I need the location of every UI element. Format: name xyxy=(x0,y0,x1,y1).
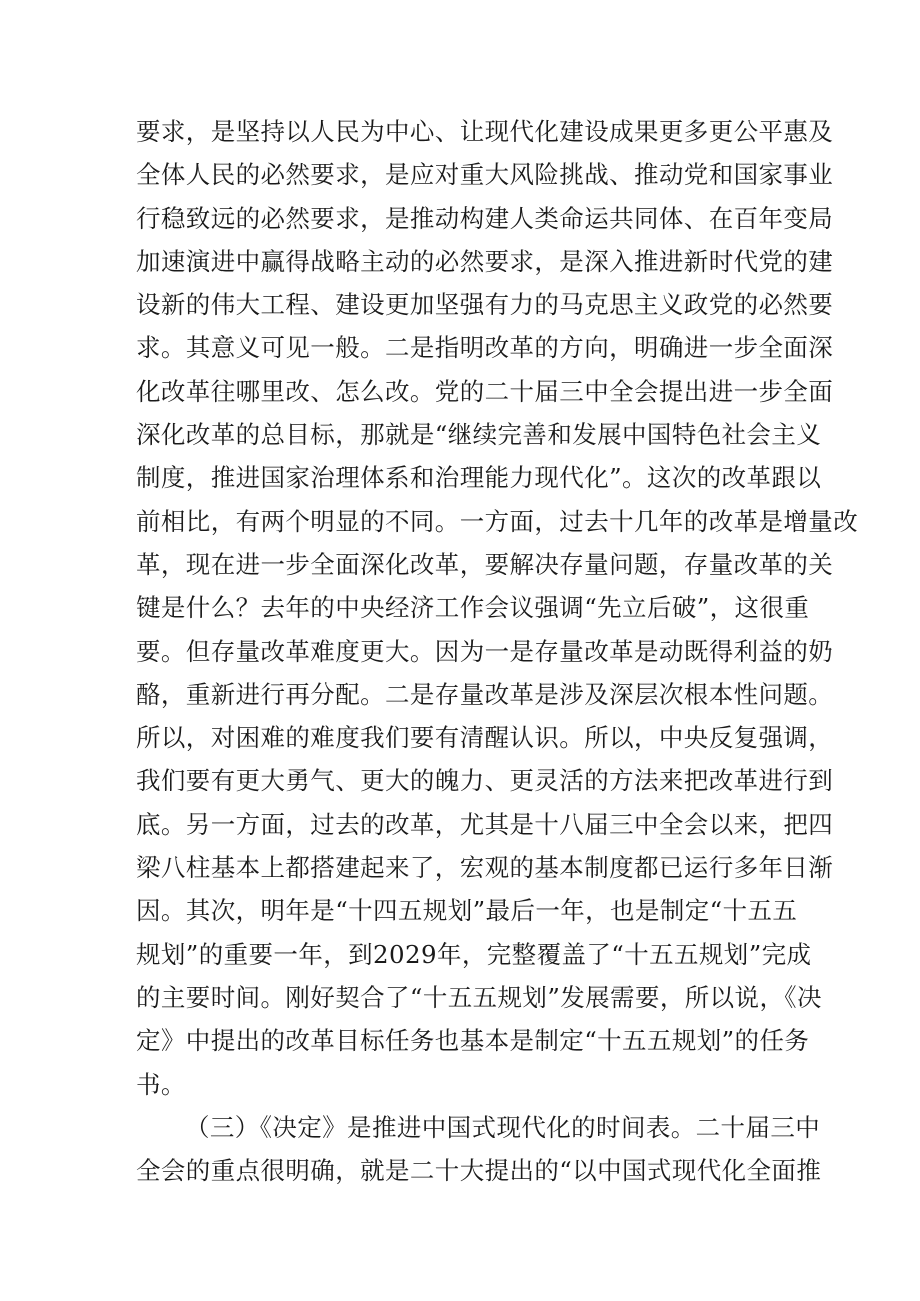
text-line: 前相比，有两个明显的不同。一方面，过去十几年的改革是增量改 xyxy=(136,506,859,536)
section-heading-line: （三）《决定》是推进中国式现代化的时间表。二十届三中 xyxy=(185,1112,821,1142)
text-line: 加速演进中赢得战略主动的必然要求，是深入推进新时代党的建 xyxy=(136,246,834,276)
text-line: 求。其意义可见一般。二是指明改革的方向，明确进一步全面深 xyxy=(136,333,834,363)
text-line: 所以，对困难的难度我们要有清醒认识。所以，中央反复强调， xyxy=(136,723,834,753)
body-text xyxy=(136,110,859,1192)
text-line: 化改革往哪里改、怎么改。党的二十届三中全会提出进一步全面 xyxy=(136,376,834,406)
text-line: 深化改革的总目标，那就是“继续完善和发展中国特色社会主义 xyxy=(136,420,822,450)
text-line: 要求，是坚持以人民为中心、让现代化建设成果更多更公平惠及 xyxy=(136,117,834,146)
text-line: 规划”的重要一年，到2029年，完整覆盖了“十五五规划”完成 xyxy=(136,939,812,969)
text-line: 要。但存量改革难度更大。因为一是存量改革是动既得利益的奶 xyxy=(136,636,834,666)
text-line: 全会的重点很明确，就是二十大提出的“以中国式现代化全面推 xyxy=(136,1156,822,1186)
text-line: 定》中提出的改革目标任务也基本是制定“十五五规划”的任务 xyxy=(136,1026,810,1056)
text-line: 制度，推进国家治理体系和治理能力现代化”。这次的改革跟以 xyxy=(136,463,822,493)
text-line: 全体人民的必然要求，是应对重大风险挑战、推动党和国家事业 xyxy=(136,160,834,190)
text-line: 底。另一方面，过去的改革，尤其是十八届三中全会以来，把四 xyxy=(136,809,834,839)
text-line: 键是什么？去年的中央经济工作会议强调“先立后破”，这很重 xyxy=(136,593,810,623)
text-line: 行稳致远的必然要求，是推动构建人类命运共同体、在百年变局 xyxy=(136,203,834,233)
text-line: 因。其次，明年是“十四五规划”最后一年，也是制定“十五五 xyxy=(136,896,798,926)
text-line: 的主要时间。刚好契合了“十五五规划”发展需要，所以说，《决 xyxy=(136,982,822,1012)
text-line: 革，现在进一步全面深化改革，要解决存量问题，存量改革的关 xyxy=(136,549,834,579)
text-line: 我们要有更大勇气、更大的魄力、更灵活的方法来把改革进行到 xyxy=(136,766,834,796)
text-line: 设新的伟大工程、建设更加坚强有力的马克思主义政党的必然要 xyxy=(136,290,834,320)
text-line: 梁八柱基本上都搭建起来了，宏观的基本制度都已运行多年日渐 xyxy=(136,853,834,883)
text-line: 书。 xyxy=(136,1069,186,1099)
text-line: 酪，重新进行再分配。二是存量改革是涉及深层次根本性问题。 xyxy=(136,679,834,709)
